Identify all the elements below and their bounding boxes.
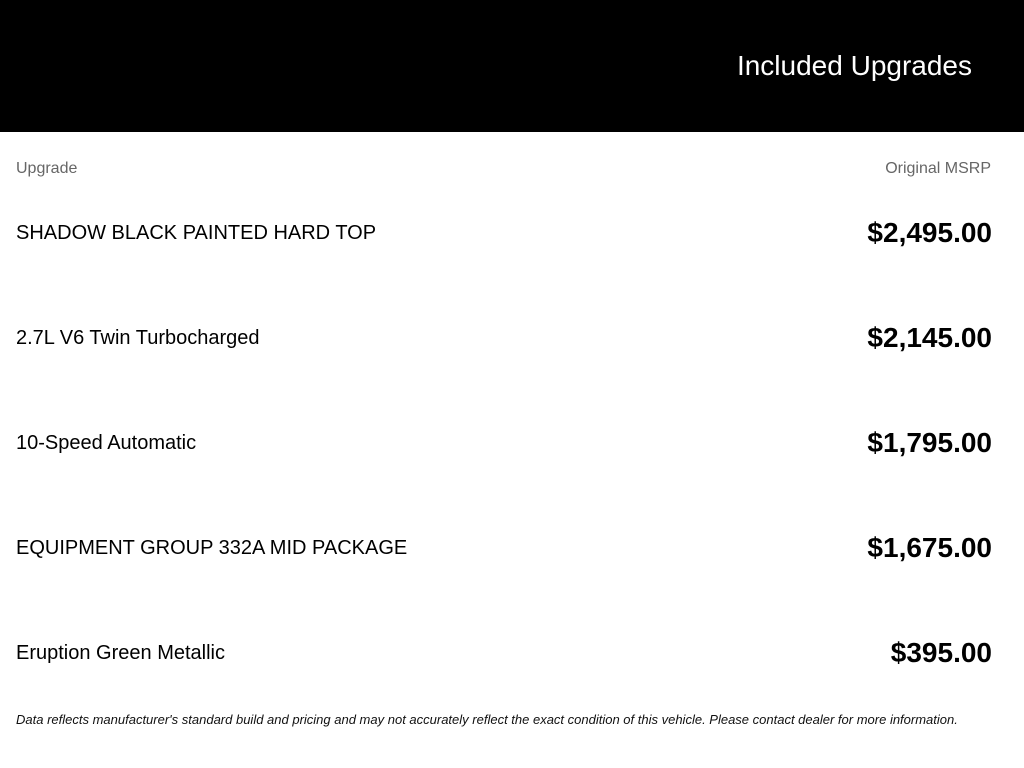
upgrade-name: 10-Speed Automatic	[16, 432, 197, 454]
upgrade-price: $2,495.00	[867, 217, 992, 248]
column-header-upgrade: Upgrade	[16, 160, 78, 177]
column-header-msrp: Original MSRP	[885, 160, 991, 177]
page-title: Included Upgrades	[736, 50, 972, 81]
header-banner	[0, 0, 1024, 132]
upgrade-name: SHADOW BLACK PAINTED HARD TOP	[16, 222, 377, 244]
upgrade-name: 2.7L V6 Twin Turbocharged	[16, 327, 260, 349]
upgrade-price: $2,145.00	[867, 322, 992, 353]
column-headers	[0, 160, 1024, 198]
disclaimer-text: Data reflects manufacturer's standard build and pricing and may not accurately reflect the exact condition of this vehicle. Please contact dealer for more information.	[16, 712, 958, 727]
upgrade-name: EQUIPMENT GROUP 332A MID PACKAGE	[16, 537, 408, 559]
upgrade-name: Eruption Green Metallic	[16, 642, 225, 664]
list-item	[0, 618, 1024, 723]
upgrades-list	[0, 198, 1024, 723]
upgrade-price: $1,675.00	[867, 532, 992, 563]
list-item	[0, 303, 1024, 408]
list-item	[0, 513, 1024, 618]
upgrade-price: $395.00	[890, 637, 992, 668]
list-item	[0, 198, 1024, 303]
upgrade-price: $1,795.00	[867, 427, 992, 458]
list-item	[0, 408, 1024, 513]
